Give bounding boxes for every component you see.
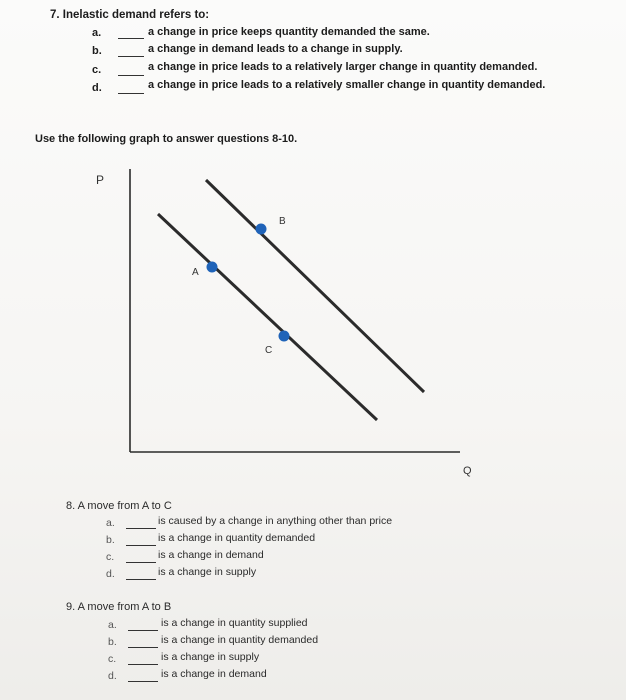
point-a	[207, 262, 218, 273]
point-c-label: C	[265, 345, 273, 356]
q8-option-b-text: is a change in quantity demanded	[158, 532, 316, 544]
y-axis-label: P	[96, 173, 105, 187]
point-b-label: B	[279, 216, 286, 227]
q8-stem: 8. A move from A to C	[66, 500, 172, 512]
q8-option-c-blank[interactable]	[126, 562, 156, 563]
q7-option-a-text: a change in price keeps quantity demanded the same.	[148, 26, 430, 38]
q9-stem: 9. A move from A to B	[66, 601, 172, 613]
q8-option-c-letter: c.	[106, 551, 115, 563]
q7-option-c-letter: c.	[92, 64, 102, 76]
q9-option-a-letter: a.	[108, 619, 117, 631]
q9-option-b-text: is a change in quantity demanded	[161, 634, 319, 646]
point-c	[279, 331, 290, 342]
point-a-label: A	[192, 267, 199, 278]
q8-option-d-letter: d.	[106, 568, 115, 580]
q8-option-a-letter: a.	[106, 517, 115, 529]
q9-option-b-blank[interactable]	[128, 647, 158, 648]
q9-option-c-blank[interactable]	[128, 664, 158, 665]
q8-option-d-blank[interactable]	[126, 579, 156, 580]
q9-option-d-text: is a change in demand	[161, 668, 267, 680]
q9-option-c-letter: c.	[108, 653, 117, 665]
q8-option-b-blank[interactable]	[126, 545, 156, 546]
q9-option-d-blank[interactable]	[128, 681, 158, 682]
q8-option-b-letter: b.	[106, 534, 115, 546]
q7-stem: 7. Inelastic demand refers to:	[50, 9, 210, 21]
q7-option-b-text: a change in demand leads to a change in supply.	[148, 43, 403, 55]
q8-option-c-text: is a change in demand	[158, 549, 264, 561]
x-axis-label: Q	[463, 465, 472, 477]
q9-option-c-text: is a change in supply	[161, 651, 260, 663]
point-b	[256, 224, 267, 235]
q8-option-a-blank[interactable]	[126, 528, 156, 529]
q9-option-b-letter: b.	[108, 636, 117, 648]
q8-option-d-text: is a change in supply	[158, 566, 257, 578]
q9-option-a-blank[interactable]	[128, 630, 158, 631]
q7-option-d-letter: d.	[92, 82, 102, 94]
q8-option-a-text: is caused by a change in anything other than price	[158, 515, 393, 527]
q9-option-a-text: is a change in quantity supplied	[161, 617, 308, 629]
q7-option-b-letter: b.	[92, 45, 102, 57]
q7-option-a-letter: a.	[92, 27, 102, 39]
q7-option-d-text: a change in price leads to a relatively smaller change in quantity demanded.	[148, 79, 546, 91]
q7-option-c-text: a change in price leads to a relatively larger change in quantity demanded.	[148, 61, 538, 73]
demand-curve-inner	[158, 214, 377, 420]
q9-option-d-letter: d.	[108, 670, 117, 682]
graph-instruction: Use the following graph to answer questions 8-10.	[35, 133, 298, 145]
